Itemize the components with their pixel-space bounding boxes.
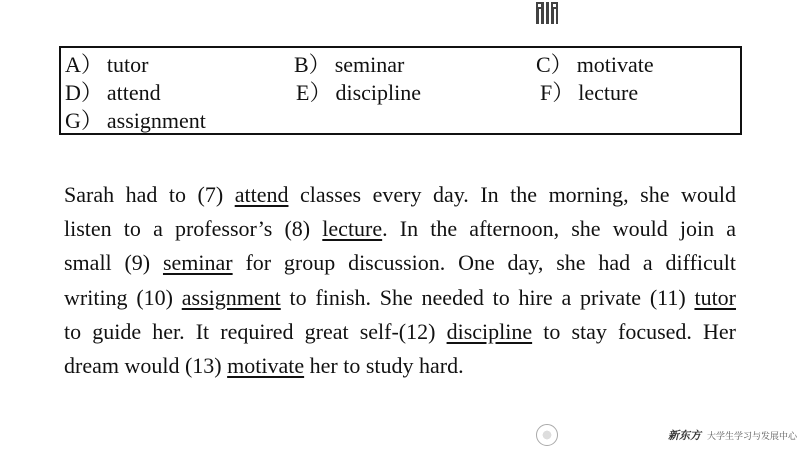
option-word: lecture — [578, 80, 639, 105]
passage-line: dream would (13) motivate her to study hard. — [64, 352, 464, 378]
option-e — [296, 80, 421, 106]
option-f — [540, 80, 638, 106]
option-letter: A） — [65, 52, 103, 77]
answer-seminar: seminar — [162, 250, 233, 276]
option-letter: E） — [296, 80, 332, 105]
option-d — [65, 80, 161, 106]
word-bank — [59, 46, 742, 135]
passage-line: writing (10) assignment to finish. She needed to hire a private (11) tutor — [64, 284, 737, 310]
answer-motivate: motivate — [227, 352, 305, 378]
answer-attend: attend — [234, 182, 289, 207]
brand-text: 大学生学习与发展中心 — [707, 430, 798, 441]
passage-line: Sarah had to (7) attend classes every day. In the morning, she would — [64, 182, 736, 207]
qr-code-icon — [536, 2, 558, 24]
answer-discipline: discipline — [446, 318, 533, 344]
passage-line: to guide her. It required great self-(12) discipline to stay focused. Her — [64, 318, 737, 344]
option-letter: D） — [65, 80, 103, 105]
option-c — [536, 52, 654, 78]
option-letter: F） — [540, 80, 575, 105]
option-letter: G） — [65, 108, 103, 133]
option-word: discipline — [335, 80, 421, 105]
option-word: seminar — [334, 52, 405, 77]
passage-line: small (9) seminar for group discussion. One day, she had a difficult — [64, 250, 736, 276]
footer-brand — [668, 427, 797, 443]
option-letter: B） — [294, 52, 331, 77]
option-word: motivate — [576, 52, 654, 77]
answer-tutor: tutor — [694, 284, 737, 310]
answer-assignment: assignment — [181, 284, 281, 310]
option-b — [294, 52, 404, 78]
brand-logo: 新东方 — [668, 430, 701, 442]
option-word: tutor — [106, 52, 149, 77]
option-letter: C） — [536, 52, 573, 77]
option-g — [65, 108, 206, 134]
seal-logo-icon — [536, 424, 558, 446]
passage — [64, 178, 736, 383]
option-word: attend — [106, 80, 161, 105]
option-word: assignment — [106, 108, 206, 133]
answer-lecture: lecture — [322, 216, 383, 242]
passage-line: listen to a professor’s (8) lecture. In the afternoon, she would join a — [64, 216, 736, 242]
option-a — [65, 52, 148, 78]
